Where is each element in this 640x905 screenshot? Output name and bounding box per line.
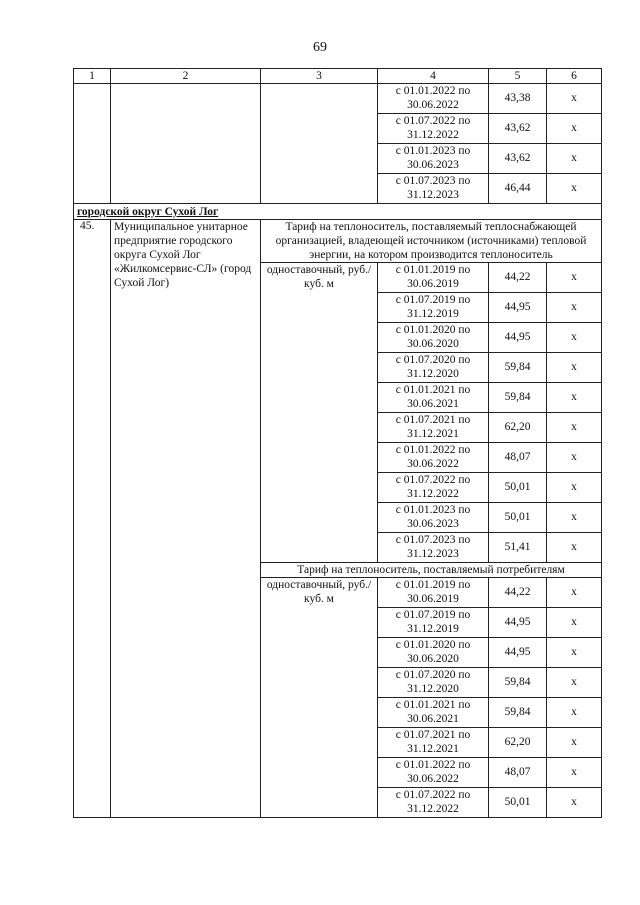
period-end: 31.12.2023 [407,189,459,201]
period-end: 31.12.2020 [407,368,459,380]
region-title: городской округ Сухой Лог [74,204,602,220]
tariff-value: 48,07 [489,443,547,473]
period-end: 30.06.2022 [407,773,459,785]
column-header: 6 [547,69,602,84]
period-cell [378,144,489,174]
period-cell [378,174,489,204]
tariff-value: 62,20 [489,728,547,758]
column-6-value: x [547,84,602,114]
column-header-row [74,69,602,84]
column-6-value: x [547,473,602,503]
period-cell [378,413,489,443]
column-6-value: x [547,578,602,608]
column-6-value: x [547,638,602,668]
period-end: 30.06.2019 [407,593,459,605]
period-start: с 01.01.2023 по [395,504,471,516]
period-start: с 01.07.2022 по [395,474,471,486]
period-start: с 01.01.2019 по [395,264,471,276]
period-cell [378,788,489,818]
period-cell [378,353,489,383]
period-cell [378,728,489,758]
column-6-value: x [547,174,602,204]
tariff-value: 44,22 [489,263,547,293]
tariff-value: 46,44 [489,174,547,204]
period-end: 30.06.2019 [407,278,459,290]
period-end: 30.06.2020 [407,653,459,665]
period-end: 30.06.2021 [407,713,459,725]
period-end: 30.06.2022 [407,458,459,470]
period-start: с 01.07.2021 по [395,729,471,741]
period-start: с 01.01.2020 по [395,639,471,651]
period-cell [378,84,489,114]
period-end: 30.06.2021 [407,398,459,410]
column-6-value: x [547,728,602,758]
column-6-value: x [547,698,602,728]
tariff-value: 44,95 [489,608,547,638]
period-cell [378,323,489,353]
region-row [74,204,602,220]
period-cell [378,263,489,293]
column-header: 3 [261,69,378,84]
period-end: 31.12.2022 [407,488,459,500]
period-cell [378,608,489,638]
column-6-value: x [547,758,602,788]
period-end: 31.12.2021 [407,743,459,755]
period-cell [378,114,489,144]
tariff-value: 44,95 [489,323,547,353]
column-6-value: x [547,353,602,383]
tariff-value: 59,84 [489,668,547,698]
section2-unit: одноставочный, руб./куб. м [261,578,378,818]
period-start: с 01.01.2022 по [395,444,471,456]
column-6-value: x [547,668,602,698]
period-cell [378,698,489,728]
column-6-value: x [547,413,602,443]
column-6-value: x [547,114,602,144]
tariff-value: 50,01 [489,788,547,818]
column-6-value: x [547,503,602,533]
section1-title: Тариф на теплоноситель, поставляемый теплоснабжающей организацией, владеющей источником (источниками) тепловой энергии, на котором производится теплоноситель [261,220,602,263]
period-cell [378,383,489,413]
period-start: с 01.07.2023 по [395,175,471,187]
period-start: с 01.01.2020 по [395,324,471,336]
tariff-value: 44,95 [489,293,547,323]
period-start: с 01.07.2019 по [395,609,471,621]
period-cell [378,293,489,323]
column-6-value: x [547,443,602,473]
period-end: 30.06.2022 [407,99,459,111]
period-end: 31.12.2022 [407,129,459,141]
period-start: с 01.07.2020 по [395,354,471,366]
column-header: 4 [378,69,489,84]
column-6-value: x [547,323,602,353]
tariff-value: 50,01 [489,503,547,533]
period-cell [378,443,489,473]
column-6-value: x [547,788,602,818]
tariff-table [73,68,602,818]
period-start: с 01.01.2022 по [395,759,471,771]
period-start: с 01.07.2020 по [395,669,471,681]
period-end: 31.12.2020 [407,683,459,695]
period-start: с 01.07.2021 по [395,414,471,426]
tariff-value: 62,20 [489,413,547,443]
period-cell [378,638,489,668]
period-start: с 01.07.2019 по [395,294,471,306]
period-cell [378,758,489,788]
tariff-value: 44,22 [489,578,547,608]
period-start: с 01.01.2023 по [395,145,471,157]
period-cell [378,578,489,608]
tariff-value: 43,38 [489,84,547,114]
tariff-value: 44,95 [489,638,547,668]
period-end: 30.06.2020 [407,338,459,350]
period-end: 31.12.2019 [407,623,459,635]
tariff-value: 43,62 [489,114,547,144]
period-start: с 01.01.2021 по [395,699,471,711]
period-cell [378,503,489,533]
tariff-value: 59,84 [489,353,547,383]
column-6-value: x [547,263,602,293]
tariff-value: 50,01 [489,473,547,503]
column-6-value: x [547,608,602,638]
column-6-value: x [547,293,602,323]
unit-cell [261,84,378,204]
tariff-value: 51,41 [489,533,547,563]
page-number: 69 [313,40,327,55]
section-title-row [74,220,602,263]
period-start: с 01.07.2022 по [395,789,471,801]
period-end: 31.12.2022 [407,803,459,815]
period-end: 30.06.2023 [407,518,459,530]
column-6-value: x [547,383,602,413]
period-start: с 01.07.2022 по [395,115,471,127]
period-end: 30.06.2023 [407,159,459,171]
tariff-value: 43,62 [489,144,547,174]
section1-unit: одноставочный, руб./куб. м [261,263,378,563]
tariff-value: 59,84 [489,698,547,728]
period-start: с 01.01.2021 по [395,384,471,396]
period-start: с 01.07.2023 по [395,534,471,546]
entry-organization: Муниципальное унитарное предприятие городского округа Сухой Лог «Жилкомсервис-СЛ» (город Сухой Лог) [111,220,261,818]
entry-index: 45. [74,220,111,818]
column-6-value: x [547,144,602,174]
organization-cell [111,84,261,204]
index-cell [74,84,111,204]
period-cell [378,533,489,563]
tariff-value: 48,07 [489,758,547,788]
period-end: 31.12.2021 [407,428,459,440]
table-row [74,84,602,114]
section2-title: Тариф на теплоноситель, поставляемый потребителям [261,563,602,578]
period-cell [378,668,489,698]
column-header: 2 [111,69,261,84]
column-header: 5 [489,69,547,84]
tariff-value: 59,84 [489,383,547,413]
period-start: с 01.01.2019 по [395,579,471,591]
period-start: с 01.01.2022 по [395,85,471,97]
column-header: 1 [74,69,111,84]
column-6-value: x [547,533,602,563]
period-end: 31.12.2019 [407,308,459,320]
period-cell [378,473,489,503]
period-end: 31.12.2023 [407,548,459,560]
